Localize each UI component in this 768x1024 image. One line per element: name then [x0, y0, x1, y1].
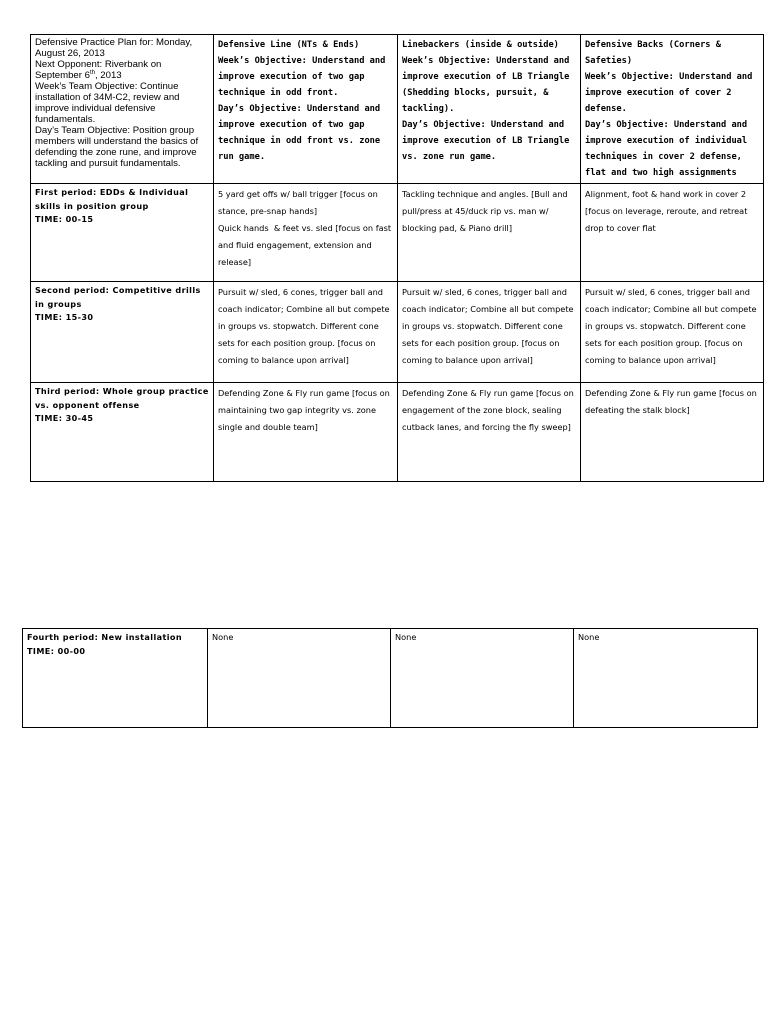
week-objective: Week’s Objective: Understand and improve execution of two gap technique in odd front.	[218, 56, 386, 98]
column-title: Defensive Line (NTs & Ends)	[218, 40, 360, 50]
drill-cell-defensive-line	[214, 184, 398, 282]
plan-intro-cell	[31, 35, 214, 184]
drill-cell-linebackers: Defending Zone & Fly run game [focus on engagement of the zone block, sealing cutback lanes, and forcing the fly sweep]	[398, 383, 581, 482]
period-time: TIME: 00-00	[27, 645, 86, 656]
period-row-first	[31, 184, 764, 282]
header-row	[31, 35, 764, 184]
period-label-cell	[31, 383, 214, 482]
period-label-cell	[23, 629, 208, 728]
period-label-cell	[31, 184, 214, 282]
period-label: Third period: Whole group practice vs. opponent offense	[35, 386, 209, 410]
column-title: Linebackers (inside & outside)	[402, 40, 559, 50]
week-objective: Week’s Objective: Understand and improve execution of LB Triangle (Shedding blocks, pursuit, & tackling).	[402, 56, 570, 114]
plan-title: Defensive Practice Plan for: Monday, August 26, 2013	[35, 37, 193, 59]
drill-cell-linebackers: None	[391, 629, 574, 728]
fourth-period-table	[22, 628, 758, 728]
period-label-cell	[31, 282, 214, 383]
column-header-defensive-backs	[581, 35, 764, 184]
period-row-second	[31, 282, 764, 383]
column-header-defensive-line	[214, 35, 398, 184]
day-objective: Day’s Objective: Understand and improve execution of two gap technique in odd front vs. zone run game.	[218, 104, 381, 162]
column-title: Defensive Backs (Corners & Safeties)	[585, 40, 721, 66]
period-row-fourth	[23, 629, 758, 728]
period-label: Fourth period: New installation	[27, 632, 183, 642]
column-header-linebackers	[398, 35, 581, 184]
drill-cell-defensive-backs: Pursuit w/ sled, 6 cones, trigger ball and coach indicator; Combine all but compete in groups vs. stopwatch. Different cone sets for each position group. [focus on coming to balance upon arrival]	[581, 282, 764, 383]
period-time: TIME: 30-45	[35, 413, 94, 423]
drill-cell-defensive-line: Defending Zone & Fly run game [focus on maintaining two gap integrity vs. zone single and double team]	[214, 383, 398, 482]
drill-cell-defensive-backs: Defending Zone & Fly run game [focus on defeating the stalk block]	[581, 383, 764, 482]
drill-cell-defensive-backs: None	[574, 629, 758, 728]
period-time: TIME: 15-30	[35, 312, 94, 322]
day-objective: Day’s Objective: Understand and improve execution of individual techniques in cover 2 defense, flat and two high assignments	[585, 120, 748, 178]
practice-plan-table	[30, 34, 764, 482]
week-objective: Week’s Objective: Understand and improve execution of cover 2 defense.	[585, 72, 753, 114]
period-label: First period: EDDs & Individual skills in position group	[35, 187, 189, 211]
drill-cell-linebackers: Tackling technique and angles. [Bull and pull/press at 45/duck rip vs. man w/ blocking pad, & Piano drill]	[398, 184, 581, 282]
drill-line: Quick hands & feet vs. sled [focus on fast and fluid engagement, extension and release]	[218, 223, 392, 267]
drill-cell-defensive-backs: Alignment, foot & hand work in cover 2 [focus on leverage, reroute, and retreat drop to cover flat	[581, 184, 764, 282]
drill-line: 5 yard get offs w/ ball trigger [focus on stance, pre-snap hands]	[218, 189, 378, 216]
day-objective: Day’s Objective: Understand and improve execution of LB Triangle vs. zone run game.	[402, 120, 570, 162]
week-team-objective: Week’s Team Objective: Continue installation of 34M-C2, review and improve individual defensive fundamentals.	[35, 81, 180, 125]
next-opponent: Next Opponent: Riverbank on September 6th, 2013	[35, 59, 162, 81]
period-time: TIME: 00-15	[35, 214, 94, 224]
drill-cell-linebackers: Pursuit w/ sled, 6 cones, trigger ball and coach indicator; Combine all but compete in groups vs. stopwatch. Different cone sets for each position group. [focus on coming to balance upon arrival]	[398, 282, 581, 383]
period-row-third	[31, 383, 764, 482]
drill-cell-defensive-line: None	[208, 629, 391, 728]
day-team-objective: Day’s Team Objective: Position group members will understand the basics of defending the zone rune, and improve tackling and pursuit fundamentals.	[35, 125, 199, 169]
period-label: Second period: Competitive drills in groups	[35, 285, 201, 309]
drill-cell-defensive-line: Pursuit w/ sled, 6 cones, trigger ball and coach indicator; Combine all but compete in groups vs. stopwatch. Different cone sets for each position group. [focus on coming to balance upon arrival]	[214, 282, 398, 383]
